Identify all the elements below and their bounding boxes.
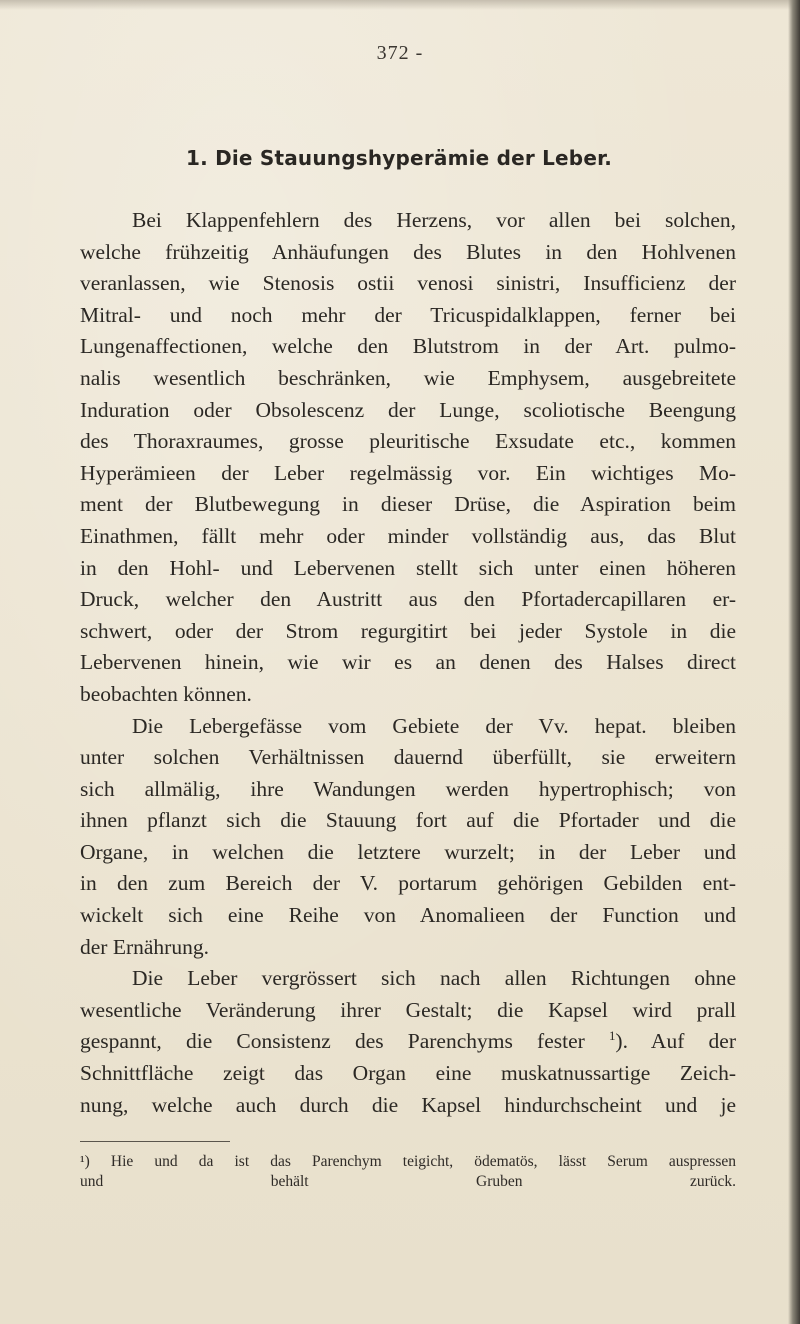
page-number: 372 - xyxy=(376,42,424,64)
text-segment: ). Auf der xyxy=(615,1029,736,1054)
paragraph-2 xyxy=(80,711,736,964)
text-line: wesentliche Veränderung ihrer Gestalt; die Kapsel wird prall xyxy=(80,997,736,1022)
text-line: wickelt sich eine Reihe von Anomalieen der Function und xyxy=(80,903,736,928)
text-line: Mitral- und noch mehr der Tricuspidalklappen, ferner bei xyxy=(80,302,736,327)
text-line: Organe, in welchen die letztere wurzelt; in der Leber und xyxy=(80,839,736,864)
text-segment: gespannt, die Consistenz des Parenchyms fester xyxy=(80,1029,585,1054)
section-title: 1. Die Stauungshyperämie der Leber. xyxy=(186,146,613,170)
text-line: sich allmälig, ihre Wandungen werden hypertrophisch; von xyxy=(80,776,736,801)
text-line: in den zum Bereich der V. portarum gehörigen Gebilden ent- xyxy=(80,871,736,896)
footnote-line xyxy=(80,1152,736,1172)
text-line: schwert, oder der Strom regurgitirt bei jeder Systole in die xyxy=(80,618,736,643)
page-top-shadow xyxy=(0,0,800,10)
body-text xyxy=(80,205,736,1121)
text-line: veranlassen, wie Stenosis ostii venosi sinistri, Insufficienz der xyxy=(80,271,736,296)
footnote-divider xyxy=(80,1141,230,1142)
text-line: der Ernährung. xyxy=(80,934,209,959)
text-line: Induration oder Obsolescenz der Lunge, scoliotische Beengung xyxy=(80,397,736,422)
text-line: nalis wesentlich beschränken, wie Emphysem, ausgebreitete xyxy=(80,365,736,390)
text-line: Druck, welcher den Austritt aus den Pfortadercapillaren er- xyxy=(80,587,736,612)
text-line: ment der Blutbewegung in dieser Drüse, die Aspiration beim xyxy=(80,492,736,517)
footnote-marker: ¹) xyxy=(80,1153,90,1170)
text-line: Die Leber vergrössert sich nach allen Richtungen ohne xyxy=(132,966,736,991)
text-line: welche frühzeitig Anhäufungen des Blutes in den Hohlvenen xyxy=(80,239,736,264)
text-line: unter solchen Verhältnissen dauernd überfüllt, sie erweitern xyxy=(80,745,736,770)
footnote xyxy=(80,1152,736,1192)
page-binding-edge xyxy=(788,0,800,1324)
footnote-reference: 1 xyxy=(608,1029,616,1044)
footnote-line: und behält Gruben zurück. xyxy=(80,1173,736,1190)
text-line: Lungenaffectionen, welche den Blutstrom in der Art. pulmo- xyxy=(80,334,736,359)
paragraph-1 xyxy=(80,205,736,711)
text-line: Lebervenen hinein, wie wir es an denen des Halses direct xyxy=(80,650,736,675)
paragraph-3 xyxy=(80,963,736,1121)
text-line: in den Hohl- und Lebervenen stellt sich unter einen höheren xyxy=(80,555,736,580)
text-line: Hyperämieen der Leber regelmässig vor. Ein wichtiges Mo- xyxy=(80,460,736,485)
text-line: Bei Klappenfehlern des Herzens, vor allen bei solchen, xyxy=(132,208,736,232)
text-line: des Thoraxraumes, grosse pleuritische Exsudate etc., kommen xyxy=(80,429,736,454)
text-line: Die Lebergefässe vom Gebiete der Vv. hepat. bleiben xyxy=(132,713,736,738)
text-line: Schnittfläche zeigt das Organ eine muskatnussartige Zeich- xyxy=(80,1061,736,1086)
text-line: beobachten können. xyxy=(80,681,252,706)
text-line-with-footnote xyxy=(80,1026,736,1058)
text-line: nung, welche auch durch die Kapsel hindurchscheint und je xyxy=(80,1092,736,1117)
footnote-text: Hie und da ist das Parenchym teigicht, ödematös, lässt Serum auspressen xyxy=(110,1153,737,1170)
text-line: Einathmen, fällt mehr oder minder vollständig aus, das Blut xyxy=(80,523,736,548)
text-line: ihnen pflanzt sich die Stauung fort auf die Pfortader und die xyxy=(80,808,736,833)
